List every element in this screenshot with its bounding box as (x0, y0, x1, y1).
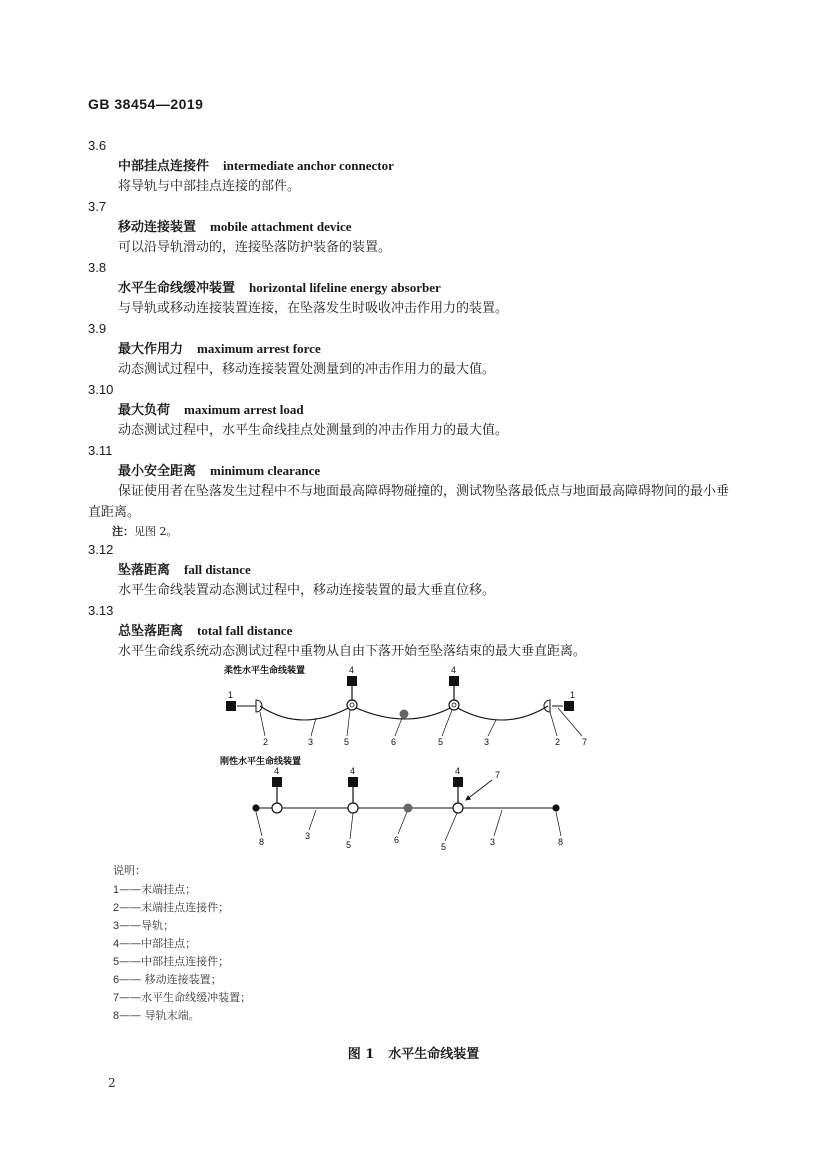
term-cn: 中部挂点连接件 (118, 159, 210, 174)
end-anchor-right (564, 701, 574, 711)
label-5: 5 (344, 737, 350, 747)
label-3: 3 (308, 737, 314, 747)
mobile-attachment-device-rigid (404, 804, 413, 813)
legend-item (113, 953, 251, 971)
leader-line (556, 812, 561, 836)
term-3-10 (88, 380, 738, 441)
rigid-system-title: 刚性水平生命线装置 (220, 756, 302, 766)
note-text: 见图 2。 (134, 525, 178, 538)
term-heading (88, 560, 738, 580)
legend-num: 2 (113, 902, 120, 914)
leader-line (395, 718, 402, 736)
flexible-system-title: 柔性水平生命线装置 (224, 665, 306, 675)
figure-legend (113, 862, 251, 1025)
term-3-13 (88, 601, 738, 662)
label-2-left: 2 (263, 737, 269, 747)
legend-item (113, 881, 251, 899)
note-label: 注： (112, 525, 134, 538)
leader-line (488, 720, 496, 736)
term-3-6 (88, 136, 738, 197)
term-en: maximum arrest force (197, 341, 321, 356)
rigid-intermediate-anchor-1 (272, 777, 282, 787)
term-cn: 水平生命线缓冲装置 (118, 281, 236, 296)
rail-end-left (252, 804, 259, 811)
leader-line (260, 712, 265, 736)
legend-item (113, 1007, 251, 1025)
label-5: 5 (438, 737, 444, 747)
term-note (88, 523, 738, 540)
label-4: 4 (451, 665, 457, 675)
legend-item (113, 899, 251, 917)
label-1-right: 1 (570, 690, 576, 700)
label-4: 4 (274, 766, 280, 776)
legend-item (113, 971, 251, 989)
rigid-connector-1 (272, 803, 282, 813)
term-en: mobile attachment device (210, 219, 352, 234)
leader-line (347, 710, 350, 736)
legend-num: 3 (113, 920, 120, 932)
term-3-7 (88, 197, 738, 258)
term-3-11 (88, 441, 738, 540)
arrow-pointer (466, 780, 492, 800)
term-heading (88, 217, 738, 237)
figure-1-diagram (212, 662, 612, 854)
label-4: 4 (455, 766, 461, 776)
term-definition: 保证使用者在坠落发生过程中不与地面最高障碍物碰撞的，测试物坠落最低点与地面最高障碍物间的最小垂直距离。 (88, 484, 730, 520)
term-number: 3.13 (88, 603, 114, 618)
term-heading (88, 621, 738, 641)
legend-num: 1 (113, 884, 120, 896)
term-cn: 最大负荷 (118, 403, 171, 418)
term-number: 3.12 (88, 542, 114, 557)
rigid-connector-2 (348, 803, 358, 813)
term-definition: 可以沿导轨滑动的，连接坠落防护装备的装置。 (118, 240, 392, 255)
term-heading (88, 156, 738, 176)
term-3-8 (88, 258, 738, 319)
end-anchor-left (226, 701, 236, 711)
label-3: 3 (484, 737, 490, 747)
label-3: 3 (490, 837, 496, 847)
legend-num: 5 (113, 956, 120, 968)
label-5: 5 (346, 840, 352, 850)
rigid-intermediate-anchor-3 (453, 777, 463, 787)
term-number: 3.9 (88, 321, 107, 336)
leader-line (494, 810, 502, 836)
intermediate-anchor-2 (449, 676, 459, 686)
legend-text: ——中部挂点连接件； (119, 955, 230, 968)
rigid-intermediate-anchor-2 (348, 777, 358, 787)
term-en: fall distance (184, 562, 251, 577)
term-en: minimum clearance (210, 463, 321, 478)
lifeline-diagram-svg (212, 662, 612, 854)
legend-text: —— 导轨末端。 (119, 1009, 200, 1022)
label-5: 5 (441, 842, 447, 852)
term-number: 3.11 (88, 443, 113, 458)
term-number: 3.8 (88, 260, 107, 275)
legend-item (113, 935, 251, 953)
figure-title: 水平生命线装置 (388, 1047, 480, 1062)
term-cn: 最小安全距离 (118, 464, 197, 479)
term-en: total fall distance (197, 623, 293, 638)
term-number: 3.7 (88, 199, 107, 214)
leader-line (550, 712, 557, 736)
term-number: 3.10 (88, 382, 114, 397)
legend-text: ——导轨； (119, 919, 175, 932)
term-en: maximum arrest load (184, 402, 304, 417)
leader-line (445, 813, 457, 841)
legend-text: ——中部挂点； (119, 937, 197, 950)
terms-section (88, 136, 738, 662)
term-3-9 (88, 319, 738, 380)
term-cn: 坠落距离 (118, 563, 171, 578)
term-heading (88, 400, 738, 420)
leader-line (311, 718, 316, 736)
leader-line (309, 810, 316, 830)
leader-line (398, 812, 407, 834)
label-3: 3 (305, 831, 311, 841)
label-2-right: 2 (555, 737, 561, 747)
legend-title: 说明： (113, 864, 146, 877)
term-3-12 (88, 540, 738, 601)
intermediate-anchor-1 (347, 676, 357, 686)
term-definition: 动态测试过程中，移动连接装置处测量到的冲击作用力的最大值。 (118, 362, 496, 377)
leader-line (350, 813, 353, 839)
legend-num: 8 (113, 1010, 120, 1022)
legend-item (113, 917, 251, 935)
term-cn: 最大作用力 (118, 342, 184, 357)
term-definition: 动态测试过程中，水平生命线挂点处测量到的冲击作用力的最大值。 (118, 423, 509, 438)
label-8-right: 8 (558, 837, 564, 847)
legend-num: 4 (113, 938, 120, 950)
label-4: 4 (349, 665, 355, 675)
label-6: 6 (391, 737, 397, 747)
label-8-left: 8 (259, 837, 265, 847)
term-definition: 水平生命线装置动态测试过程中，移动连接装置的最大垂直位移。 (118, 583, 496, 598)
term-en: intermediate anchor connector (223, 158, 394, 173)
legend-text: ——水平生命线缓冲装置； (119, 991, 252, 1004)
end-connector-left (256, 700, 262, 712)
page-number: 2 (108, 1076, 116, 1090)
leader-line (442, 710, 452, 736)
figure-number: 图 1 (347, 1047, 375, 1062)
leader-line (256, 812, 262, 836)
term-cn: 移动连接装置 (118, 220, 197, 235)
legend-num: 6 (113, 974, 120, 986)
figure-caption (0, 1043, 827, 1062)
label-6: 6 (394, 835, 400, 845)
term-cn: 总坠落距离 (118, 624, 184, 639)
leader-line (558, 708, 582, 736)
legend-num: 7 (113, 992, 120, 1004)
term-definition: 水平生命线系统动态测试过程中重物从自由下落开始至坠落结束的最大垂直距离。 (118, 644, 587, 659)
label-7-top: 7 (582, 737, 588, 747)
term-en: horizontal lifeline energy absorber (249, 280, 441, 295)
label-7-bottom: 7 (495, 770, 501, 780)
legend-text: —— 移动连接装置； (119, 973, 222, 986)
legend-text: ——末端挂点连接件； (119, 901, 230, 914)
mobile-attachment-device-flexible (400, 710, 409, 719)
term-heading (88, 339, 738, 359)
term-number: 3.6 (88, 138, 107, 153)
rail-end-right (552, 804, 559, 811)
label-4: 4 (350, 766, 356, 776)
legend-item (113, 989, 251, 1007)
term-definition: 将导轨与中部挂点连接的部件。 (118, 179, 301, 194)
intermediate-connector-1 (347, 700, 357, 710)
intermediate-connector-2 (449, 700, 459, 710)
standard-number: GB 38454—2019 (88, 96, 204, 112)
legend-text: ——末端挂点； (119, 883, 197, 896)
label-1-left: 1 (228, 690, 234, 700)
term-heading (88, 461, 738, 481)
rigid-connector-3 (453, 803, 463, 813)
term-definition: 与导轨或移动连接装置连接，在坠落发生时吸收冲击作用力的装置。 (118, 301, 509, 316)
term-heading (88, 278, 738, 298)
